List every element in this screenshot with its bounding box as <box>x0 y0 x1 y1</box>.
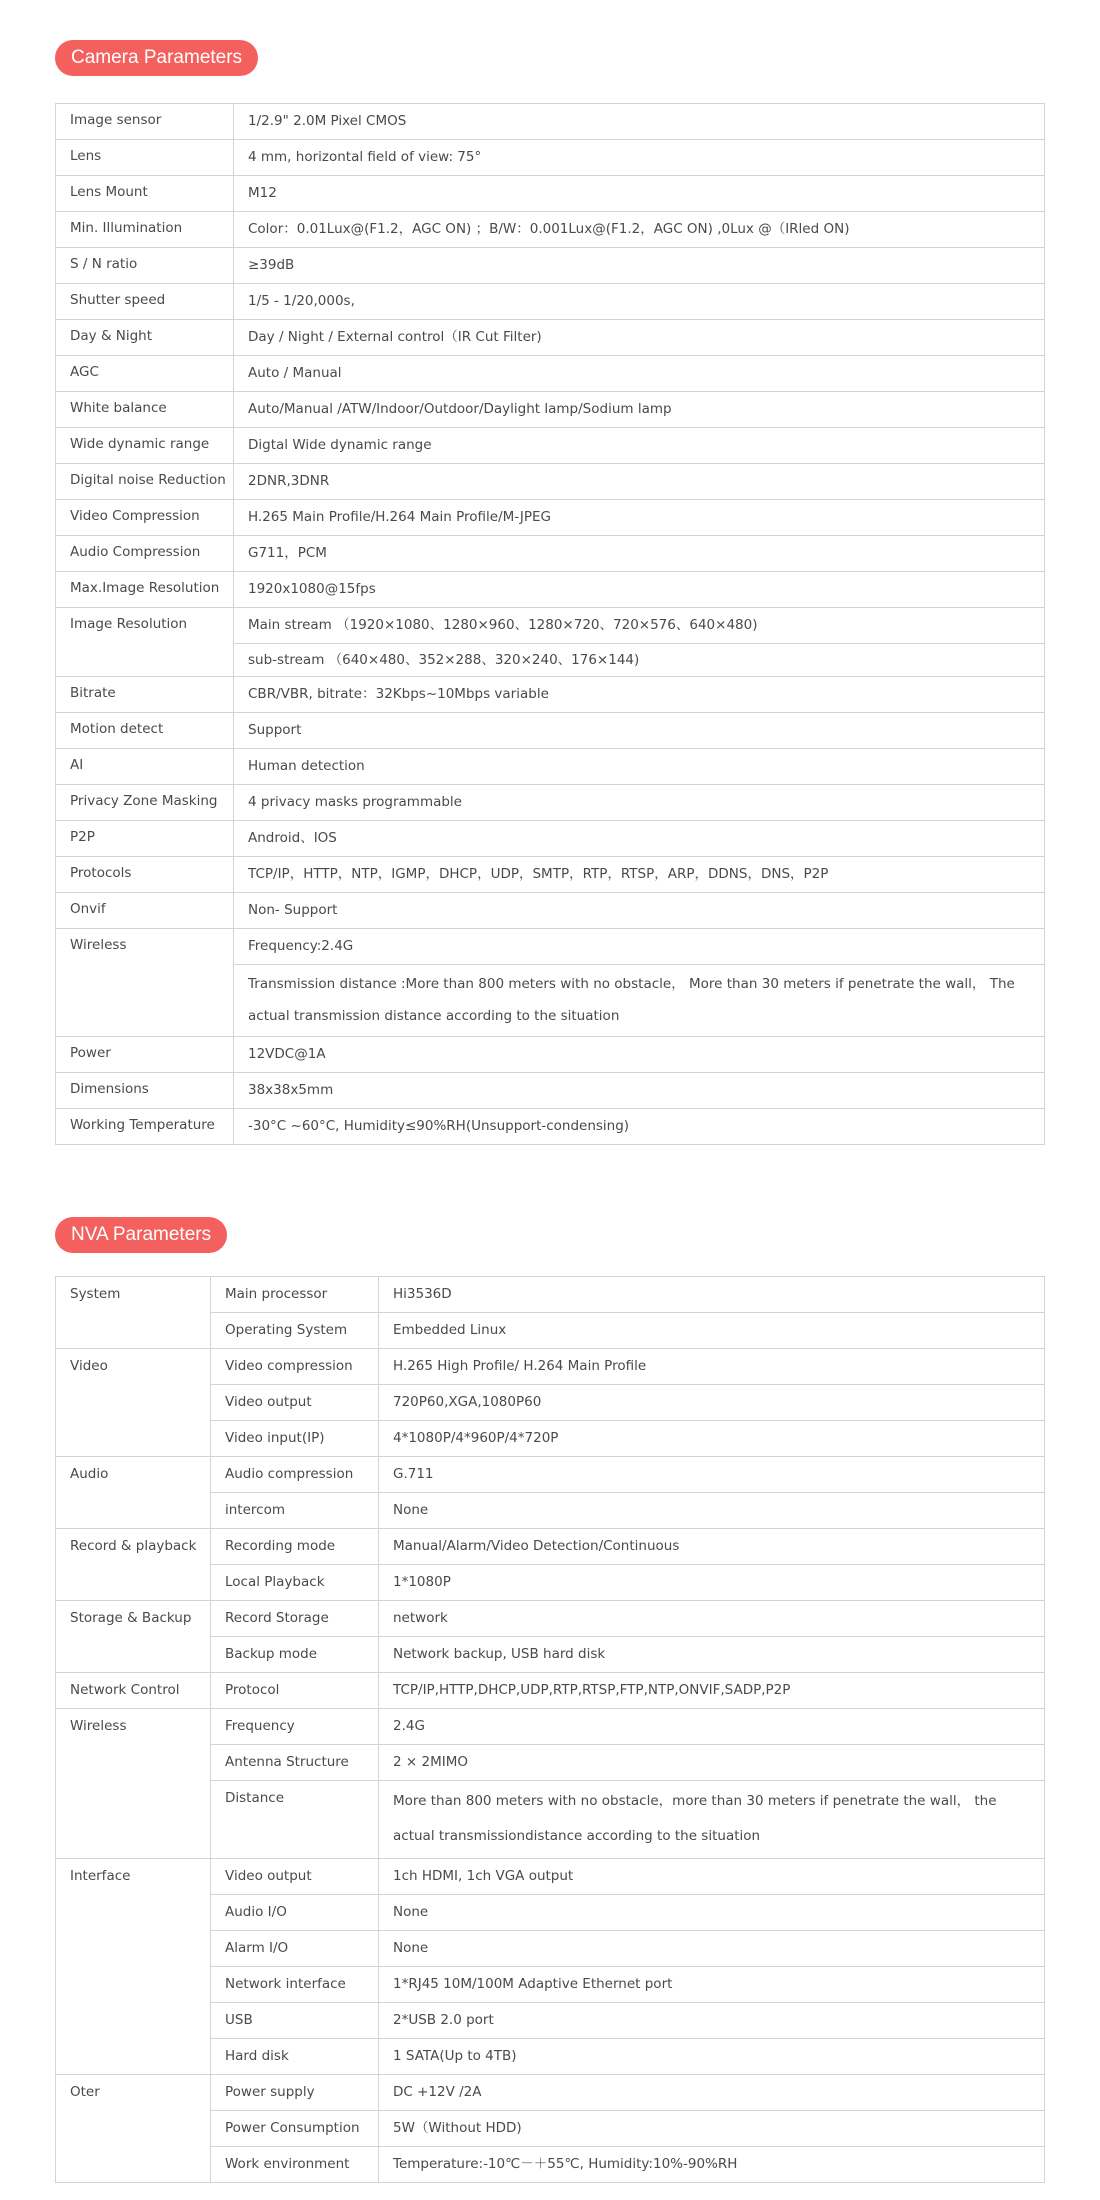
param-value: Digtal Wide dynamic range <box>234 428 1045 464</box>
table-row <box>56 392 1045 428</box>
table-row <box>56 356 1045 392</box>
param-value: Network backup, USB hard disk <box>379 1637 1045 1673</box>
param-label: Day & Night <box>56 320 234 356</box>
param-value: 4*1080P/4*960P/4*720P <box>379 1421 1045 1457</box>
group-label: Network Control <box>56 1673 211 1709</box>
param-value: H.265 Main Profile/H.264 Main Profile/M-JPEG <box>234 500 1045 536</box>
param-value: 1*RJ45 10M/100M Adaptive Ethernet port <box>379 1967 1045 2003</box>
param-label: Video output <box>211 1859 379 1895</box>
group-label: Wireless <box>56 1709 211 1859</box>
param-value: Support <box>234 713 1045 749</box>
table-row <box>56 929 1045 965</box>
param-label: Record Storage <box>211 1601 379 1637</box>
param-value: Auto/Manual /ATW/Indoor/Outdoor/Daylight lamp/Sodium lamp <box>234 392 1045 428</box>
param-label: USB <box>211 2003 379 2039</box>
table-row <box>56 1859 1045 1895</box>
table-row <box>56 572 1045 608</box>
group-label: Interface <box>56 1859 211 2075</box>
param-value: 720P60,XGA,1080P60 <box>379 1385 1045 1421</box>
param-label: Hard disk <box>211 2039 379 2075</box>
param-label: Antenna Structure <box>211 1745 379 1781</box>
camera-parameters-title: Camera Parameters <box>55 40 258 76</box>
param-label: Onvif <box>56 893 234 929</box>
param-label: Work environment <box>211 2147 379 2183</box>
param-label: Shutter speed <box>56 284 234 320</box>
param-label: AGC <box>56 356 234 392</box>
nva-parameters-table <box>55 1276 1045 2183</box>
param-value: Transmission distance :More than 800 meters with no obstacle， More than 30 meters if penetrate the wall， The actual transmission distance according to the situation <box>234 965 1045 1037</box>
table-row <box>56 677 1045 713</box>
param-label: Backup mode <box>211 1637 379 1673</box>
param-label: Power supply <box>211 2075 379 2111</box>
table-row <box>56 893 1045 929</box>
param-label: Audio I/O <box>211 1895 379 1931</box>
param-label: P2P <box>56 821 234 857</box>
table-row <box>56 749 1045 785</box>
param-value: Android、IOS <box>234 821 1045 857</box>
table-row <box>56 212 1045 248</box>
group-label: Storage & Backup <box>56 1601 211 1673</box>
param-value: 5W（Without HDD) <box>379 2111 1045 2147</box>
param-value: 1 SATA(Up to 4TB) <box>379 2039 1045 2075</box>
table-row <box>56 1457 1045 1493</box>
param-label: Protocols <box>56 857 234 893</box>
param-label: Wide dynamic range <box>56 428 234 464</box>
table-row <box>56 104 1045 140</box>
param-value: Frequency:2.4G <box>234 929 1045 965</box>
param-label: AI <box>56 749 234 785</box>
param-value: 12VDC@1A <box>234 1037 1045 1073</box>
param-label: Working Temperature <box>56 1109 234 1145</box>
param-label: Max.Image Resolution <box>56 572 234 608</box>
param-label: Power Consumption <box>211 2111 379 2147</box>
param-value: 4 mm, horizontal field of view: 75° <box>234 140 1045 176</box>
param-label: Protocol <box>211 1673 379 1709</box>
table-row <box>56 1073 1045 1109</box>
table-row <box>56 1529 1045 1565</box>
param-label: Video Compression <box>56 500 234 536</box>
nva-parameters-title: NVA Parameters <box>55 1217 227 1253</box>
param-label: intercom <box>211 1493 379 1529</box>
param-value: Non- Support <box>234 893 1045 929</box>
param-label: Power <box>56 1037 234 1073</box>
param-label: Recording mode <box>211 1529 379 1565</box>
param-value: Day / Night / External control（IR Cut Filter) <box>234 320 1045 356</box>
param-value: 2*USB 2.0 port <box>379 2003 1045 2039</box>
table-row <box>56 1673 1045 1709</box>
param-value: CBR/VBR, bitrate：32Kbps~10Mbps variable <box>234 677 1045 713</box>
param-label: White balance <box>56 392 234 428</box>
param-value: ≥39dB <box>234 248 1045 284</box>
param-label: Main processor <box>211 1277 379 1313</box>
param-value: 4 privacy masks programmable <box>234 785 1045 821</box>
param-value: None <box>379 1895 1045 1931</box>
group-label: Audio <box>56 1457 211 1529</box>
param-value: None <box>379 1493 1045 1529</box>
table-row <box>56 464 1045 500</box>
table-row <box>56 785 1045 821</box>
group-label: Record & playback <box>56 1529 211 1601</box>
table-row <box>56 608 1045 644</box>
param-value: M12 <box>234 176 1045 212</box>
table-row <box>56 176 1045 212</box>
camera-parameters-table <box>55 103 1045 1145</box>
param-value: network <box>379 1601 1045 1637</box>
param-value: G.711 <box>379 1457 1045 1493</box>
param-value: TCP/IP,HTTP,DHCP,UDP,RTP,RTSP,FTP,NTP,ONVIF,SADP,P2P <box>379 1673 1045 1709</box>
param-value: Temperature:-10℃－＋55℃, Humidity:10%-90%RH <box>379 2147 1045 2183</box>
group-label: Video <box>56 1349 211 1457</box>
table-row <box>56 1109 1045 1145</box>
param-value: sub-stream （640×480、352×288、320×240、176×144) <box>234 644 1045 677</box>
param-value: Hi3536D <box>379 1277 1045 1313</box>
param-value: 1*1080P <box>379 1565 1045 1601</box>
param-label: Bitrate <box>56 677 234 713</box>
param-value: Manual/Alarm/Video Detection/Continuous <box>379 1529 1045 1565</box>
param-label: Motion detect <box>56 713 234 749</box>
param-value: -30°C ~60°C, Humidity≤90%RH(Unsupport-condensing) <box>234 1109 1045 1145</box>
param-value: Main stream （1920×1080、1280×960、1280×720、720×576、640×480) <box>234 608 1045 644</box>
param-label: Audio Compression <box>56 536 234 572</box>
table-row <box>56 713 1045 749</box>
param-label: Digital noise Reduction <box>56 464 234 500</box>
param-label: Alarm I/O <box>211 1931 379 1967</box>
table-row <box>56 2075 1045 2111</box>
table-row <box>56 1037 1045 1073</box>
param-value: 1/2.9" 2.0M Pixel CMOS <box>234 104 1045 140</box>
group-label: System <box>56 1277 211 1349</box>
table-row <box>56 1349 1045 1385</box>
param-value: 2.4G <box>379 1709 1045 1745</box>
table-row <box>56 857 1045 893</box>
param-value: DC +12V /2A <box>379 2075 1045 2111</box>
table-row <box>56 320 1045 356</box>
param-value: 2 × 2MIMO <box>379 1745 1045 1781</box>
param-label: Network interface <box>211 1967 379 2003</box>
table-row <box>56 536 1045 572</box>
param-value: 1920x1080@15fps <box>234 572 1045 608</box>
param-label: Image Resolution <box>56 608 234 677</box>
param-value: H.265 High Profile/ H.264 Main Profile <box>379 1349 1045 1385</box>
table-row <box>56 1277 1045 1313</box>
param-value: Embedded Linux <box>379 1313 1045 1349</box>
param-label: Distance <box>211 1781 379 1859</box>
param-value: Color：0.01Lux@(F1.2，AGC ON) ；B/W：0.001Lux@(F1.2，AGC ON) ,0Lux @（IRled ON) <box>234 212 1045 248</box>
param-label: Video output <box>211 1385 379 1421</box>
table-row <box>56 248 1045 284</box>
param-label: Wireless <box>56 929 234 1037</box>
table-row <box>56 284 1045 320</box>
param-value: 1ch HDMI, 1ch VGA output <box>379 1859 1045 1895</box>
param-label: Audio compression <box>211 1457 379 1493</box>
param-label: S / N ratio <box>56 248 234 284</box>
table-row <box>56 500 1045 536</box>
param-value: None <box>379 1931 1045 1967</box>
param-label: Image sensor <box>56 104 234 140</box>
table-row <box>56 140 1045 176</box>
param-value: Human detection <box>234 749 1045 785</box>
param-label: Dimensions <box>56 1073 234 1109</box>
param-label: Min. Illumination <box>56 212 234 248</box>
param-label: Privacy Zone Masking <box>56 785 234 821</box>
group-label: Oter <box>56 2075 211 2183</box>
param-label: Frequency <box>211 1709 379 1745</box>
param-value: TCP/IP，HTTP，NTP，IGMP，DHCP，UDP，SMTP，RTP，RTSP，ARP，DDNS，DNS，P2P <box>234 857 1045 893</box>
table-row <box>56 1709 1045 1745</box>
param-label: Video input(IP) <box>211 1421 379 1457</box>
param-value: G711，PCM <box>234 536 1045 572</box>
param-label: Operating System <box>211 1313 379 1349</box>
param-label: Video compression <box>211 1349 379 1385</box>
param-value: 2DNR,3DNR <box>234 464 1045 500</box>
param-value: 38x38x5mm <box>234 1073 1045 1109</box>
param-label: Lens Mount <box>56 176 234 212</box>
param-value: Auto / Manual <box>234 356 1045 392</box>
param-value: More than 800 meters with no obstacle，more than 30 meters if penetrate the wall， the actual transmissiondistance according to the situation <box>379 1781 1045 1859</box>
param-label: Local Playback <box>211 1565 379 1601</box>
table-row <box>56 1601 1045 1637</box>
param-value: 1/5 - 1/20,000s, <box>234 284 1045 320</box>
table-row <box>56 821 1045 857</box>
table-row <box>56 428 1045 464</box>
param-label: Lens <box>56 140 234 176</box>
